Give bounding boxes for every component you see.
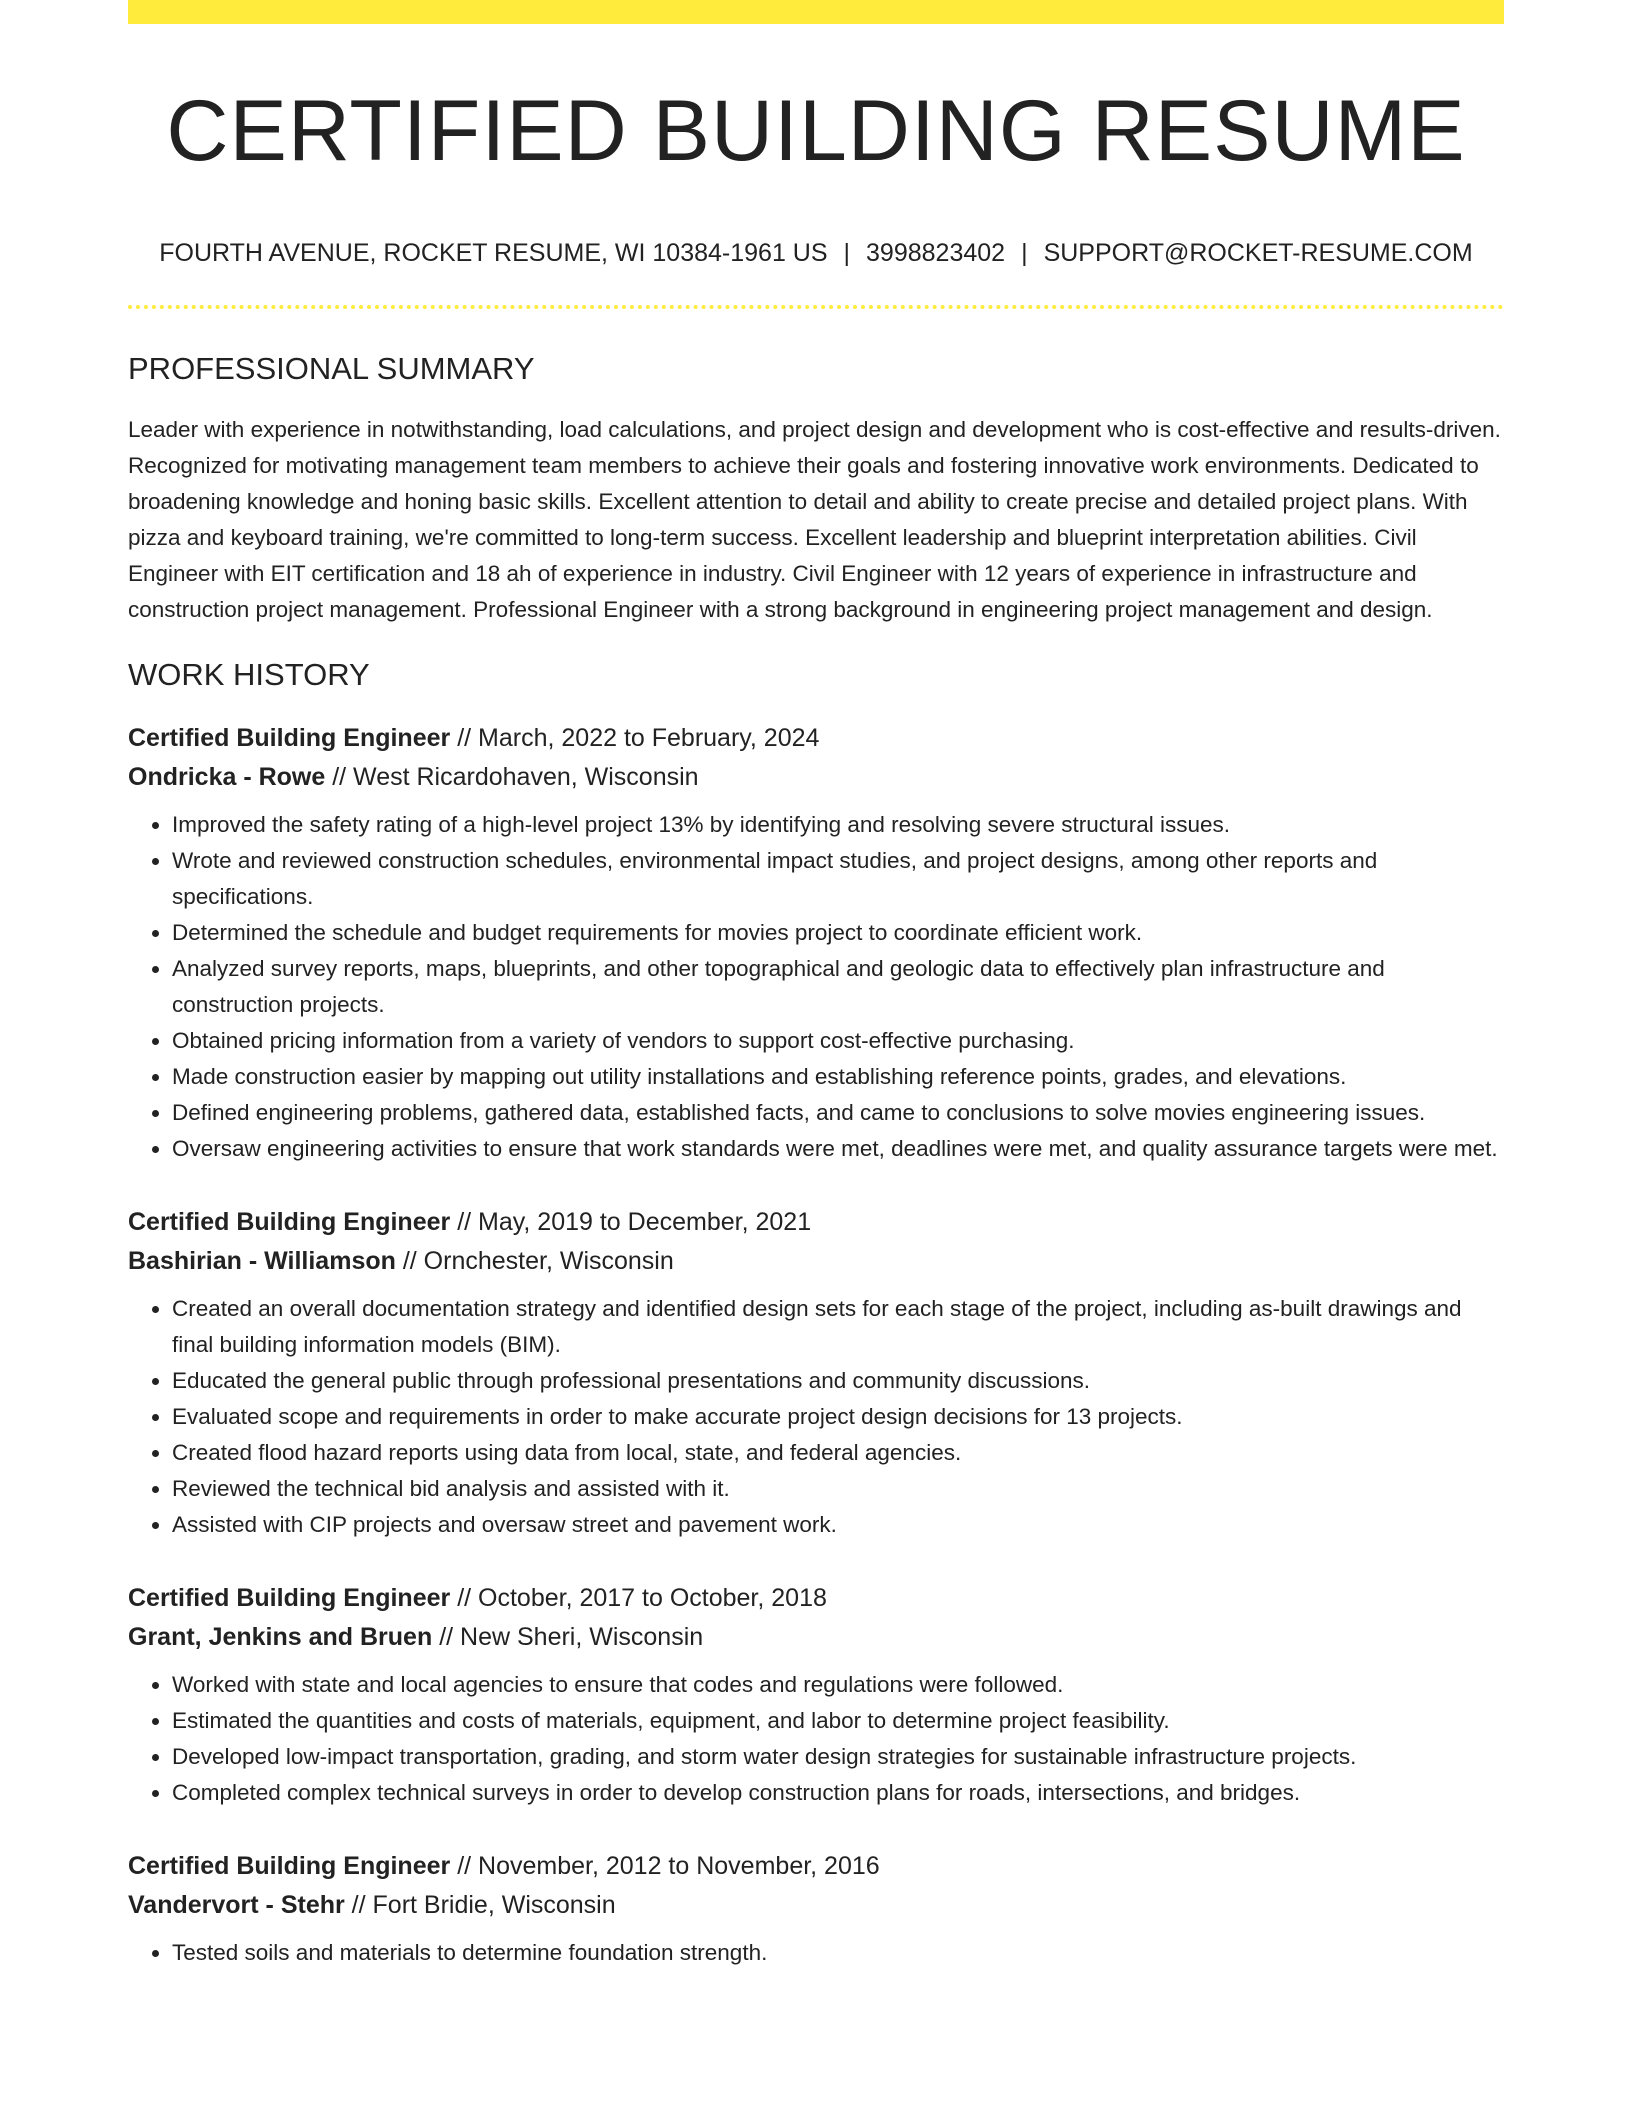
list-item: • Obtained pricing information from a variety of vendors to support cost-effective purchasing. [172,1023,1504,1059]
address: FOURTH AVENUE, ROCKET RESUME, WI 10384-1961 US [159,239,828,267]
job-entry [128,719,1504,1167]
list-item: • Assisted with CIP projects and oversaw street and pavement work. [172,1507,1504,1543]
company-name: Vandervort - Stehr [128,1891,345,1919]
job-dates: // May, 2019 to December, 2021 [450,1208,812,1236]
list-item: • Wrote and reviewed construction schedules, environmental impact studies, and project designs, among other reports and specifications. [172,843,1504,915]
job-dates: // October, 2017 to October, 2018 [450,1584,827,1612]
job-title-line [128,1847,1504,1886]
job-title-line [128,719,1504,758]
work-history-list [128,719,1504,1971]
company-name: Ondricka - Rowe [128,763,326,791]
list-item: • Completed complex technical surveys in order to develop construction plans for roads, intersections, and bridges. [172,1775,1504,1811]
job-title: Certified Building Engineer [128,1584,451,1612]
job-bullets [128,1291,1504,1543]
company-name: Grant, Jenkins and Bruen [128,1623,433,1651]
list-item: • Developed low-impact transportation, grading, and storm water design strategies for sustainable infrastructure projects. [172,1739,1504,1775]
company-name: Bashirian - Williamson [128,1247,396,1275]
dotted-divider [128,305,1504,309]
job-company-line [128,1886,1504,1925]
list-item: • Tested soils and materials to determine foundation strength. [172,1935,1504,1971]
list-item: • Estimated the quantities and costs of materials, equipment, and labor to determine project feasibility. [172,1703,1504,1739]
contact-line [128,236,1504,270]
list-item: • Created an overall documentation strategy and identified design sets for each stage of the project, including as-built drawings and final building information models (BIM). [172,1291,1504,1363]
resume-title: CERTIFIED BUILDING RESUME [166,83,1466,179]
job-dates: // November, 2012 to November, 2016 [450,1852,880,1880]
list-item: • Created flood hazard reports using data from local, state, and federal agencies. [172,1435,1504,1471]
work-history-heading: WORK HISTORY [128,657,370,692]
job-bullets [128,1935,1504,1971]
job-entry [128,1579,1504,1811]
company-location: // West Ricardohaven, Wisconsin [325,763,699,791]
phone: 3998823402 [866,239,1006,267]
job-company-line [128,1618,1504,1657]
list-item: • Made construction easier by mapping out utility installations and establishing reference points, grades, and elevations. [172,1059,1504,1095]
job-title: Certified Building Engineer [128,724,451,752]
job-title: Certified Building Engineer [128,1852,451,1880]
summary-text: Leader with experience in notwithstanding, load calculations, and project design and development who is cost-effective and results-driven. Recognized for motivating management team members to achieve their goals and fostering innovative work environments. Dedicated to broadening knowledge and honing basic skills. Excellent attention to detail and ability to create precise and detailed project plans. With pizza and keyboard training, we're committed to long-term success. Excellent leadership and blueprint interpretation abilities. Civil Engineer with EIT certification and 18 ah of experience in industry. Civil Engineer with 12 years of experience in infrastructure and construction project management. Professional Engineer with a strong background in engineering project management and design. [128,417,1501,622]
company-location: // New Sheri, Wisconsin [432,1623,704,1651]
list-item: • Determined the schedule and budget requirements for movies project to coordinate efficient work. [172,915,1504,951]
separator: | [843,239,851,267]
list-item: • Educated the general public through professional presentations and community discussions. [172,1363,1504,1399]
resume-page [128,0,1504,1971]
job-title-line [128,1203,1504,1242]
accent-bar [128,0,1504,24]
list-item: • Worked with state and local agencies to ensure that codes and regulations were followed. [172,1667,1504,1703]
list-item: • Oversaw engineering activities to ensure that work standards were met, deadlines were met, and quality assurance targets were met. [172,1131,1504,1167]
job-entry [128,1203,1504,1543]
list-item: • Defined engineering problems, gathered data, established facts, and came to conclusions to solve movies engineering issues. [172,1095,1504,1131]
list-item: • Evaluated scope and requirements in order to make accurate project design decisions for 13 projects. [172,1399,1504,1435]
separator: | [1021,239,1028,267]
list-item: • Improved the safety rating of a high-level project 13% by identifying and resolving severe structural issues. [172,807,1504,843]
job-company-line [128,758,1504,797]
job-entry [128,1847,1504,1971]
job-company-line [128,1242,1504,1281]
job-bullets [128,1667,1504,1811]
job-dates: // March, 2022 to February, 2024 [450,724,820,752]
job-title-line [128,1579,1504,1618]
job-bullets [128,807,1504,1167]
email: SUPPORT@ROCKET-RESUME.COM [1043,239,1473,267]
company-location: // Fort Bridie, Wisconsin [344,1891,616,1919]
company-location: // Ornchester, Wisconsin [395,1247,674,1275]
summary-heading: PROFESSIONAL SUMMARY [128,351,535,386]
job-title: Certified Building Engineer [128,1208,451,1236]
list-item: • Reviewed the technical bid analysis and assisted with it. [172,1471,1504,1507]
list-item: • Analyzed survey reports, maps, blueprints, and other topographical and geologic data to effectively plan infrastructure and construction projects. [172,951,1504,1023]
